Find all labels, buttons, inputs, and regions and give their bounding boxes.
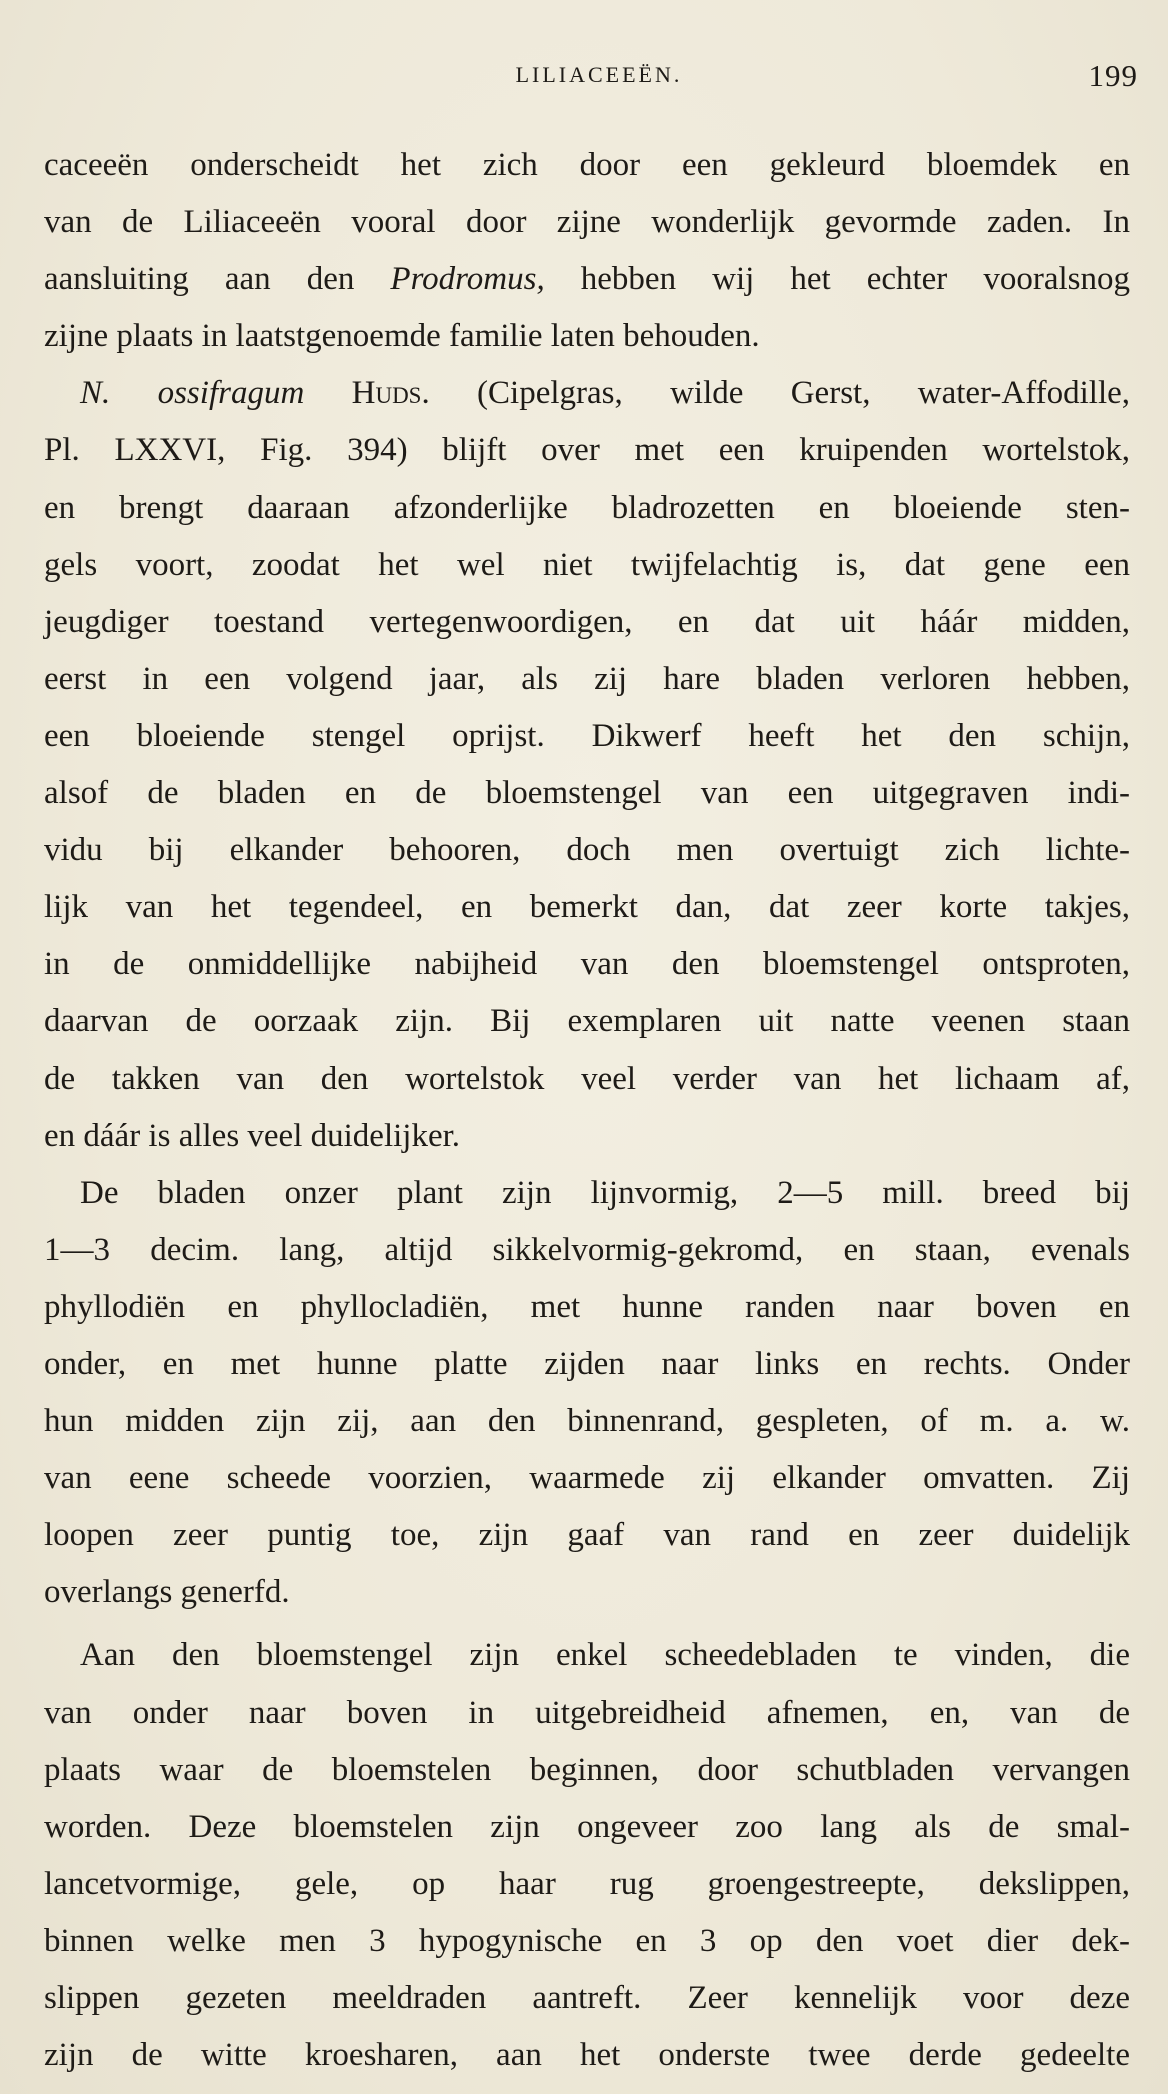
text-segment: vidu bij elkander behooren, doch men overtuigt zich lichte- [44,832,1130,869]
text-line [44,1913,1130,1970]
text-segment: phyllodiën en phyllocladiën, met hunne randen naar boven en [44,1288,1130,1325]
text-line [44,1108,1130,1165]
text-segment: jeugdiger toestand vertegenwoordigen, en dat uit háár midden, [44,603,1130,640]
text-segment: hebben wij het echter vooralsnog [544,261,1130,298]
text-segment: N. ossifragum [80,375,305,412]
text-line [44,765,1130,822]
text-segment: (Cipelgras, wilde Gerst, water-Affodille, [429,375,1131,412]
text-line [44,308,1130,365]
text-segment: binnen welke men 3 hypogynische en 3 op den voet dier dek- [44,1922,1130,1959]
text-line [44,480,1130,537]
text-segment: zijne plaats in laatstgenoemde familie laten behouden. [44,318,760,355]
text-line [44,2027,1130,2084]
text-segment: Pl. LXXVI, Fig. 394) blijft over met een kruipenden wortelstok, [44,432,1130,469]
text-segment: worden. Deze bloemstelen zijn ongeveer zoo lang als de smal- [44,1808,1130,1845]
text-line [44,1165,1130,1222]
text-line [44,879,1130,936]
text-line [44,194,1130,251]
page-header [40,58,1138,98]
text-segment: en dáár is alles veel duidelijker. [44,1117,461,1154]
text-line [44,251,1130,308]
text-segment: zijn de witte kroesharen, aan het onderste twee derde gedeelte [44,2037,1130,2074]
text-segment: Aan den bloemstengel zijn enkel scheedebladen te vinden, die [80,1637,1130,1674]
text-segment: een bloeiende stengel oprijst. Dikwerf heeft het den schijn, [44,717,1130,754]
text-line [44,993,1130,1050]
text-line [44,365,1130,422]
text-line [44,1393,1130,1450]
text-line [44,537,1130,594]
text-segment: loopen zeer puntig toe, zijn gaaf van rand en zeer duidelijk [44,1517,1130,1554]
text-segment: 1—3 decim. lang, altijd sikkelvormig-gekromd, en staan, evenals [44,1231,1130,1268]
text-line [44,1336,1130,1393]
text-line [44,1970,1130,2027]
text-line [44,1450,1130,1507]
text-line [44,1742,1130,1799]
text-segment: plaats waar de bloemstelen beginnen, door schutbladen vervangen [44,1751,1130,1788]
text-segment: Huds. [351,375,430,412]
text-segment: de takken van den wortelstok veel verder van het lichaam af, [44,1060,1130,1097]
page-number: 199 [1088,58,1138,93]
text-segment: overlangs generfd. [44,1574,290,1611]
text-line [44,822,1130,879]
text-line [44,1799,1130,1856]
text-segment: en brengt daaraan afzonderlijke bladrozetten en bloeiende sten- [44,489,1130,526]
text-segment: aansluiting aan den [44,261,391,298]
text-segment: slippen gezeten meeldraden aantreft. Zeer kennelijk voor deze [44,1980,1130,2016]
text-line [44,1279,1130,1336]
text-line [44,137,1130,194]
text-segment [304,375,351,411]
text-segment: van eene scheede voorzien, waarmede zij elkander omvatten. Zij [44,1460,1130,1497]
text-segment: alsof de bladen en de bloemstengel van een uitgegraven indi- [44,775,1130,812]
text-segment: gels voort, zoodat het wel niet twijfelachtig is, dat gene een [44,546,1130,583]
text-line [44,1685,1130,1742]
body-text [44,137,1130,2084]
text-segment: lancetvormige, gele, op haar rug groengestreepte, dekslippen, [44,1865,1130,1902]
text-line [44,1507,1130,1564]
text-segment: De bladen onzer plant zijn lijnvormig, 2—5 mill. breed bij [80,1174,1130,1211]
text-segment: hun midden zijn zij, aan den binnenrand, gespleten, of m. a. w. [44,1403,1130,1440]
text-line [44,1051,1130,1108]
text-segment: van de Liliaceeën vooral door zijne wonderlijk gevormde zaden. In [44,204,1130,241]
text-line [44,1564,1130,1621]
text-segment: daarvan de oorzaak zijn. Bij exemplaren uit natte veenen staan [44,1003,1130,1040]
text-line [44,422,1130,479]
text-line [44,651,1130,708]
text-segment: lijk van het tegendeel, en bemerkt dan, dat zeer korte takjes, [44,889,1130,926]
text-line [44,1222,1130,1279]
text-segment: caceeën onderscheidt het zich door een gekleurd bloemdek en [44,147,1130,183]
text-segment: Prodromus, [390,261,545,298]
running-head: LILIACEEËN. [515,62,683,87]
text-line [44,936,1130,993]
text-line [44,1627,1130,1684]
text-line [44,594,1130,651]
text-line [44,708,1130,765]
text-segment: onder, en met hunne platte zijden naar links en rechts. Onder [44,1345,1130,1382]
text-line [44,1856,1130,1913]
text-segment: van onder naar boven in uitgebreidheid afnemen, en, van de [44,1694,1130,1731]
text-segment: eerst in een volgend jaar, als zij hare bladen verloren hebben, [44,660,1130,697]
text-segment: in de onmiddellijke nabijheid van den bloemstengel ontsproten, [44,946,1130,983]
